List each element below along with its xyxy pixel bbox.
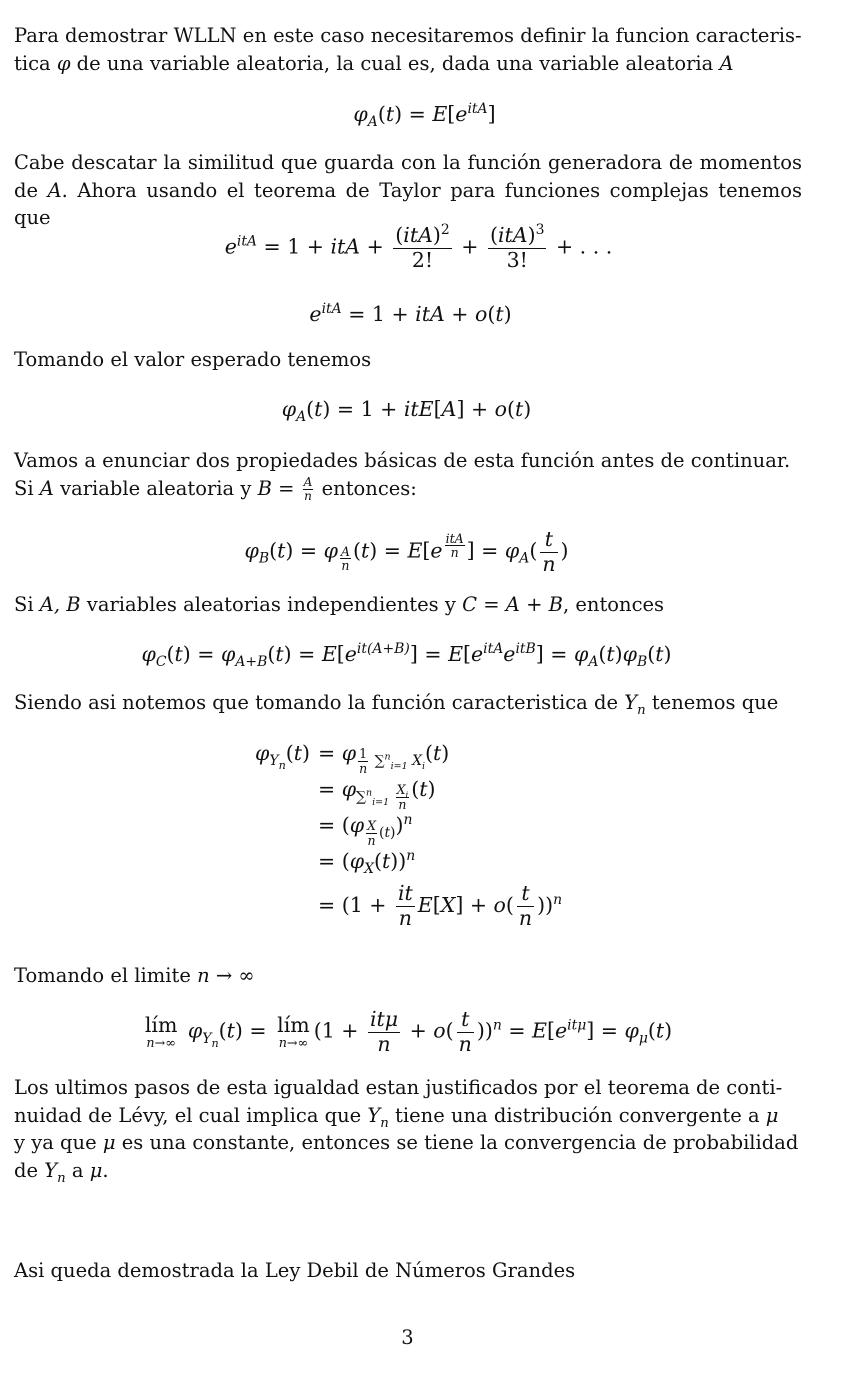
equation-taylor-expansion: $e^{itA} = 1$ + itA + $\frac{(itA)^2}{2!}$ + $\frac{(itA)^3}{3!}$ + . . . bbox=[224, 222, 613, 272]
derivation-row-2: = $\varphi_{\sum^n_{i=1} \frac{X_i}{n}}$ (t) bbox=[318, 777, 436, 812]
equation-property-scaling: $\varphi_B(t) = \varphi$ $_{\frac{A}{n}}$ (t) = E[e $^{\frac{\text{itA}}{n}}$ ] = $\varphi_A$( $\frac{t}{n}$ ) bbox=[244, 527, 569, 576]
paragraph-moment-generating: Cabe descatar la similitud que guarda con la función generadora de momentos de A. Ahora usando el teorema de Taylor para funciones complejas tenemos que bbox=[14, 151, 802, 229]
derivation-row-4: = $(\varphi_X(t))^n$ bbox=[318, 848, 416, 878]
paragraph-intro: Para demostrar WLLN en este caso necesitaremos definir la funcion caracteris- tica φ de una variable aleatoria, la cual es, dada una variable aleatoria A bbox=[14, 24, 802, 75]
page-number: 3 bbox=[401, 1326, 414, 1349]
paragraph-properties: Vamos a enunciar dos propiedades básicas de esta función antes de continuar. Si A variable aleatoria y B = $\frac{A}{n}$ entonces: bbox=[14, 449, 791, 503]
equation-limit: lím n→∞ $\varphi_{Y_n}(t)$ = lím n→∞ (1 + $\frac{\text{itμ}}{n}$ + o( $\frac{t}{n}$ ))$^n = E[e^{it\mu}] = \varphi_\mu(t)$ bbox=[144, 1007, 673, 1056]
paragraph-independence: Si A, B variables aleatorias independientes y C = A + B, entonces bbox=[14, 593, 665, 616]
equation-characteristic-function: $\varphi_A(t) = E[e^{itA}]$ bbox=[353, 101, 496, 131]
derivation-block bbox=[250, 735, 650, 931]
derivation-row-5: = (1 + $\frac{it}{n}$ E[X] + o( $\frac{t}{n}$ ))$^n$ bbox=[318, 881, 563, 930]
paragraph-yn-characteristic: Siendo asi notemos que tomando la función caracteristica de $Y_n$ tenemos que bbox=[14, 691, 779, 718]
equation-expectation: $\varphi_A(t) = 1 + itE[A] + o(t)$ bbox=[281, 397, 532, 426]
equation-property-sum: $\varphi_C(t) = \varphi_{A+B}(t) = E[e^{it(A+B)}] = E[e^{itA}e^{itB}] = \varphi_A(t)\varphi_B(t)$ bbox=[141, 641, 672, 671]
equation-taylor-little-o: $e^{itA} = 1$ + itA + o(t) bbox=[309, 301, 512, 326]
derivation-row-1: $\varphi_{Y_n}(t) = \varphi$ $_{\frac{1}{n} \sum^n_{i=1} X_i}$(t) bbox=[255, 741, 450, 776]
paragraph-expected-value: Tomando el valor esperado tenemos bbox=[14, 348, 372, 371]
paragraph-levy-continuity: Los ultimos pasos de esta igualdad estan justificados por el teorema de conti- nuidad de Lévy, el cual implica que $Y_n$ tiene una distribución convergente a μ y ya que μ es una constante, entonces se tiene la convergencia de probabilidad de $Y_n$ a μ. bbox=[14, 1076, 799, 1186]
paragraph-conclusion: Asi queda demostrada la Ley Debil de Números Grandes bbox=[14, 1259, 576, 1282]
derivation-row-3: = (φ $_{\frac{X}{n} (t)}$)$^n$ bbox=[318, 812, 413, 848]
paragraph-limit: Tomando el limite n → ∞ bbox=[14, 964, 255, 987]
